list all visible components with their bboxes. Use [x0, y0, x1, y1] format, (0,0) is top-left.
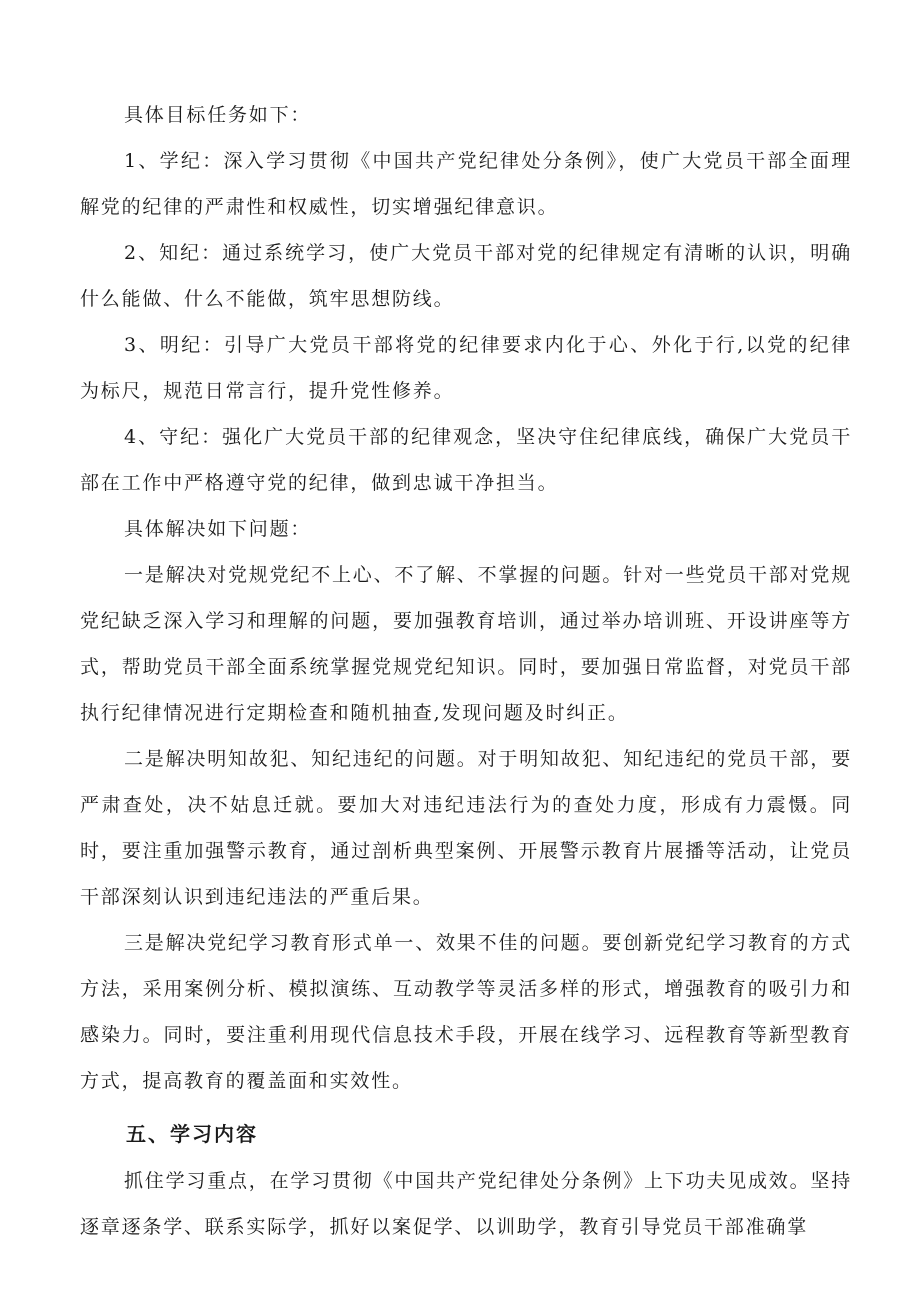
goal-item-1: 1、学纪：深入学习贯彻《中国共产党纪律处分条例》，使广大党员干部全面理解党的纪律的严肃性和权威性，切实增强纪律意识。: [80, 150, 852, 218]
section-heading-study-content: 五、学习内容: [126, 1122, 258, 1146]
intro-goals-line: 具体目标任务如下：: [124, 104, 312, 126]
problems-intro-line: 具体解决如下问题：: [124, 518, 312, 540]
goal-item-2: 2、知纪：通过系统学习，使广大党员干部对党的纪律规定有清晰的认识，明确什么能做、什么不能做，筑牢思想防线。: [80, 242, 852, 310]
problem-paragraph-2: 二是解决明知故犯、知纪违纪的问题。对于明知故犯、知纪违纪的党员干部，要严肃查处，决不姑息迁就。要加大对违纪违法行为的查处力度，形成有力震慑。同时，要注重加强警示教育，通过剖析典型案例、开展警示教育片展播等活动，让党员干部深刻认识到违纪违法的严重后果。: [80, 748, 853, 908]
goal-item-3: 3、明纪：引导广大党员干部将党的纪律要求内化于心、外化于行,以党的纪律为标尺，规范日常言行，提升党性修养。: [80, 334, 852, 402]
goal-item-4: 4、守纪：强化广大党员干部的纪律观念，坚决守住纪律底线，确保广大党员干部在工作中严格遵守党的纪律，做到忠诚干净担当。: [80, 426, 852, 494]
problem-paragraph-3: 三是解决党纪学习教育形式单一、效果不佳的问题。要创新党纪学习教育的方式方法，采用案例分析、模拟演练、互动教学等灵活多样的形式，增强教育的吸引力和感染力。同时，要注重利用现代信息技术手段，开展在线学习、远程教育等新型教育方式，提高教育的覆盖面和实效性。: [80, 932, 853, 1092]
problem-paragraph-1: 一是解决对党规党纪不上心、不了解、不掌握的问题。针对一些党员干部对党规党纪缺乏深入学习和理解的问题，要加强教育培训，通过举办培训班、开设讲座等方式，帮助党员干部全面系统掌握党规党纪知识。同时，要加强日常监督，对党员干部执行纪律情况进行定期检查和随机抽查,发现问题及时纠正。: [80, 564, 853, 724]
study-content-paragraph: 抓住学习重点，在学习贯彻《中国共产党纪律处分条例》上下功夫见成效。坚持逐章逐条学、联系实际学，抓好以案促学、以训助学，教育引导党员干部准确掌: [80, 1170, 853, 1238]
